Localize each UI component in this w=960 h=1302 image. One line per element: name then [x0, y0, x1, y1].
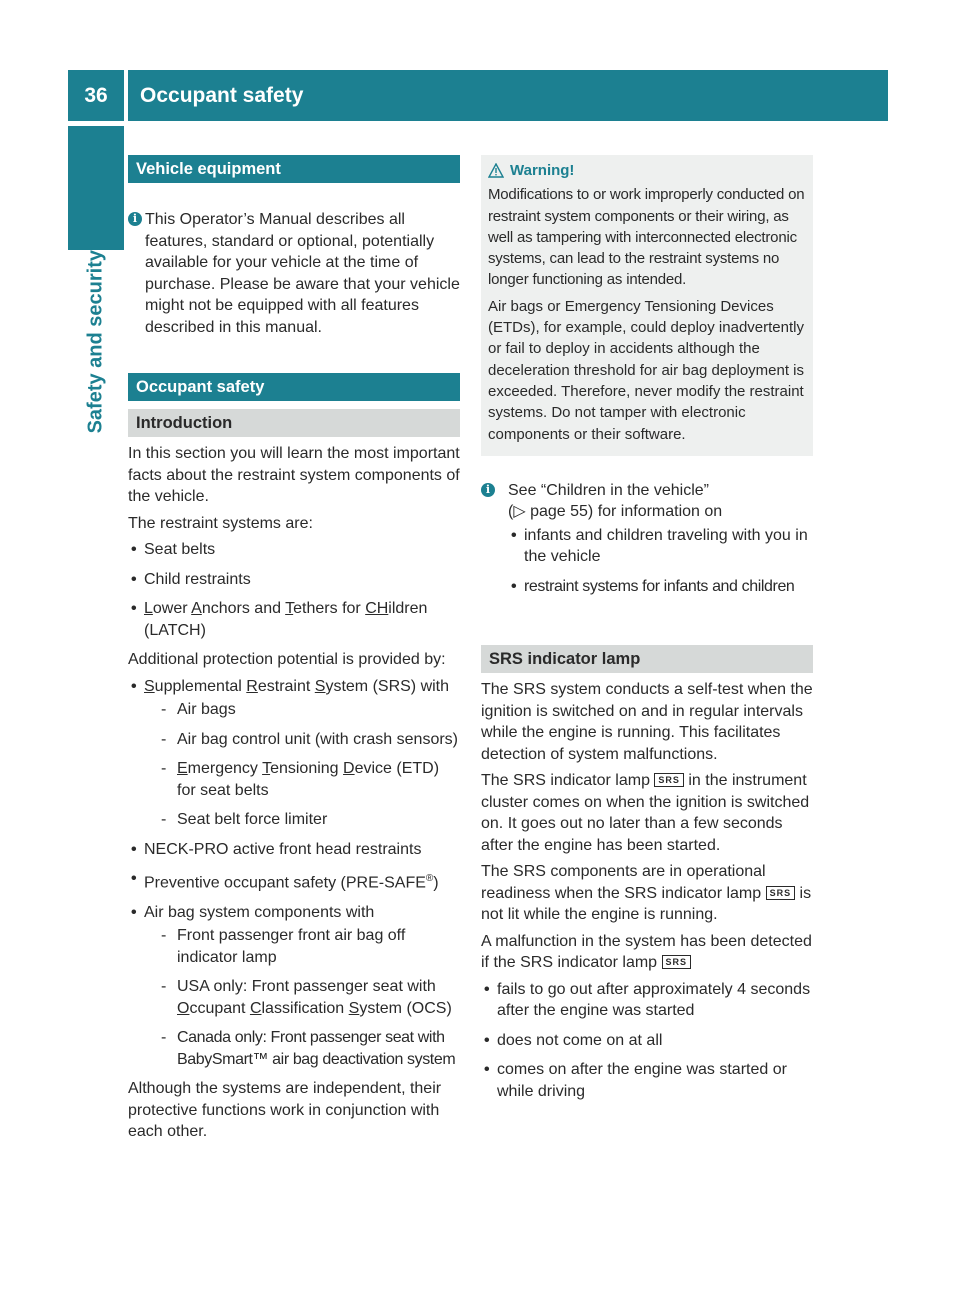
info-text: See “Children in the vehicle”	[508, 481, 709, 499]
introduction-heading: Introduction	[128, 409, 460, 437]
left-column	[128, 155, 460, 1148]
vehicle-equipment-note	[128, 209, 460, 338]
srs-paragraph: The SRS system conducts a self-test when the ignition is switched on and in regular intervals while the engine is running. This facilitates detection of system malfunctions.	[481, 681, 813, 763]
side-tab-block	[68, 126, 124, 250]
sub-list-item: - Air bags	[144, 699, 460, 721]
warning-paragraph: Air bags or Emergency Tensioning Devices (ETDs), for example, could deploy inadvertently or fail to deploy in accidents although the deceleration threshold for air bag deployment is exceeded. Therefore, never modify the restraint systems. Do not tamper with electronic components or their software.	[488, 297, 805, 443]
restraint-systems-list	[128, 539, 460, 641]
srs-sub-list	[144, 699, 460, 831]
srs-paragraph: The SRS components are in operational readiness when the SRS indicator lamp SRS is not lit while the engine is running.	[481, 863, 812, 924]
list-item: • infants and children traveling with you in the vehicle	[508, 525, 813, 568]
info-icon: i	[481, 483, 495, 497]
malfunction-list	[481, 979, 813, 1103]
sub-list-item-etd: - Emergency Tensioning Device (ETD) for seat belts	[144, 758, 460, 801]
restraint-systems-intro: The restraint systems are:	[128, 514, 313, 532]
list-item: • does not come on at all	[481, 1030, 813, 1052]
page-title: Occupant safety	[128, 70, 888, 121]
warning-triangle-icon	[488, 163, 504, 178]
components-sub-list	[144, 925, 460, 1070]
list-item: • fails to go out after approximately 4 seconds after the engine was started	[481, 979, 813, 1022]
warning-header	[488, 160, 806, 181]
list-item: • restraint systems for infants and children	[508, 576, 813, 598]
list-item: • NECK-PRO active front head restraints	[128, 839, 460, 861]
side-section-label	[68, 250, 124, 550]
srs-paragraph: The SRS indicator lamp SRS in the instrument cluster comes on when the ignition is switched on. It goes out no later than a few seconds after the engine has been started.	[481, 772, 810, 854]
children-info-note	[481, 480, 813, 598]
occupant-safety-heading: Occupant safety	[128, 373, 460, 401]
info-icon: i	[128, 212, 142, 226]
intro-paragraph: In this section you will learn the most important facts about the restraint system components of the vehicle.	[128, 445, 460, 505]
sub-list-item-ocs: - USA only: Front passenger seat with Occupant Classification System (OCS)	[144, 976, 460, 1019]
additional-protection-list	[128, 676, 460, 1071]
page-number: 36	[68, 70, 124, 121]
srs-indicator-icon: SRS	[662, 955, 692, 969]
info-list	[508, 525, 813, 598]
list-item: • comes on after the engine was started or while driving	[481, 1059, 813, 1102]
right-column	[481, 155, 813, 1110]
srs-indicator-icon: SRS	[654, 773, 684, 787]
vehicle-equipment-heading: Vehicle equipment	[128, 155, 460, 183]
sub-list-item: - Air bag control unit (with crash sensors)	[144, 729, 460, 751]
warning-box	[481, 155, 813, 456]
sub-list-item: - Front passenger front air bag off indicator lamp	[144, 925, 460, 968]
warning-heading: Warning!	[510, 162, 575, 179]
list-item-latch: • Lower Anchors and Tethers for CHildren (LATCH)	[128, 598, 460, 641]
closing-paragraph: Although the systems are independent, their protective functions work in conjunction with each other.	[128, 1080, 442, 1141]
vehicle-equipment-note-text: This Operator’s Manual describes all features, standard or optional, potentially available for your vehicle at the time of purchase. Please be aware that your vehicle might not be equipped with all features described in this manual.	[145, 211, 460, 336]
side-label-text: Safety and security	[84, 250, 107, 434]
sub-list-item: - Seat belt force limiter	[144, 809, 460, 831]
srs-paragraph: A malfunction in the system has been detected if the SRS indicator lamp SRS	[481, 932, 812, 972]
srs-indicator-heading: SRS indicator lamp	[481, 645, 813, 673]
list-item: • Child restraints	[128, 569, 460, 591]
warning-paragraph: Modifications to or work improperly conducted on restraint system components or their wiring, as well as tampering with interconnected electronic systems, can lead to the restraint systems no longer functioning as intended.	[488, 186, 805, 289]
additional-protection-intro: Additional protection potential is provided by:	[128, 651, 446, 668]
list-item-airbag-components: • Air bag system components with - Front passenger front air bag off indicator lamp - USA only: Front passenger seat with Occupant Classification System (OCS) - Canada only: Front passenger seat with BabySmart™ air bag deactivation system	[128, 902, 460, 1071]
sub-list-item: - Canada only: Front passenger seat with BabySmart™ air bag deactivation system	[144, 1027, 460, 1070]
list-item: • Seat belts	[128, 539, 460, 561]
page-reference-link[interactable]: (▷ page 55) for information on	[508, 503, 723, 521]
list-item-presafe: • Preventive occupant safety (PRE-SAFE®)	[128, 868, 460, 894]
list-item-srs: • Supplemental Restraint System (SRS) with - Air bags - Air bag control unit (with crash sensors) - Emergency Tensioning Device (ETD) for seat belts - Seat belt force limiter	[128, 676, 460, 831]
srs-indicator-icon: SRS	[766, 886, 796, 900]
